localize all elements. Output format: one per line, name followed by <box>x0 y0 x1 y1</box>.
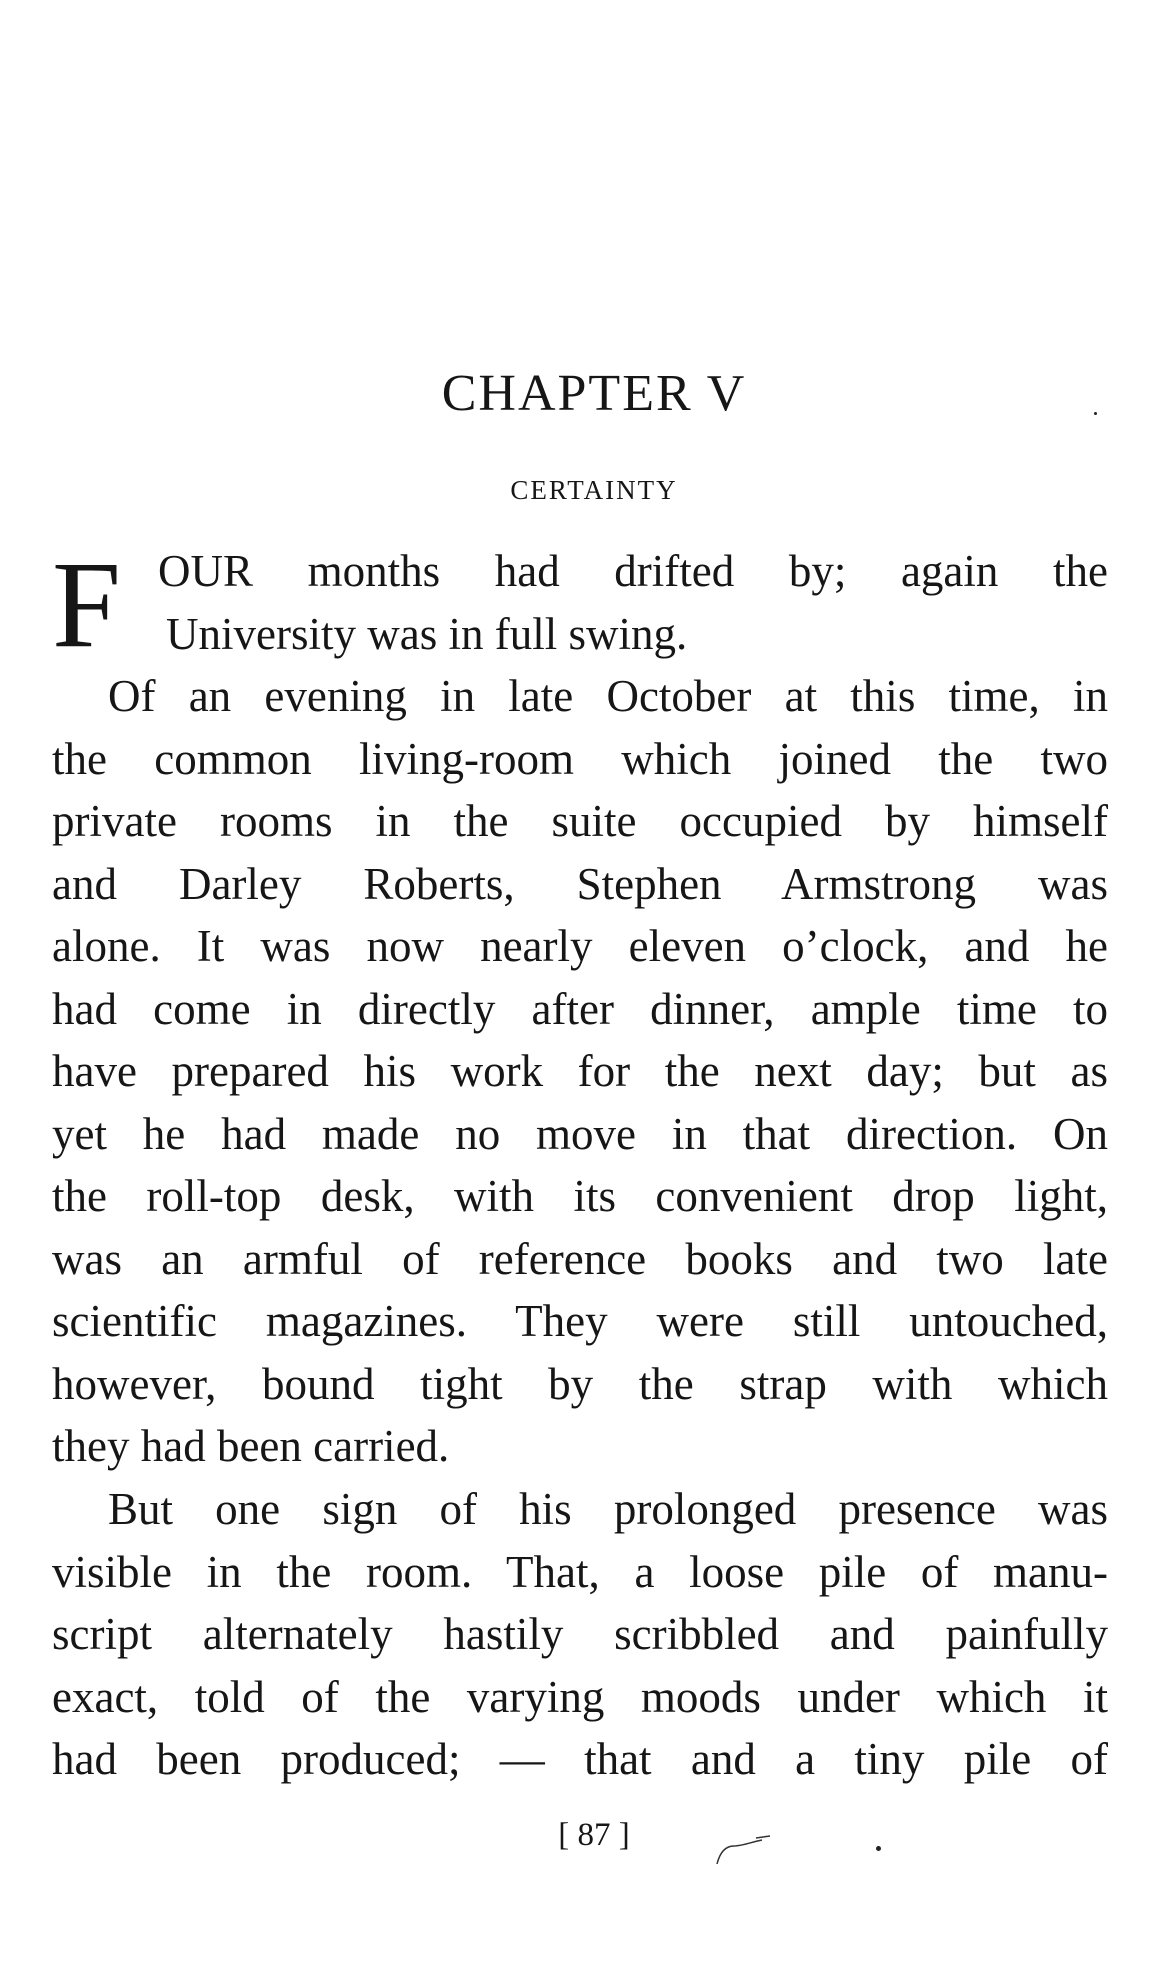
paragraph-line: private rooms in the suite occupied by himself <box>52 796 1108 846</box>
paragraph-line: they had been carried. <box>52 1421 450 1471</box>
chapter-subtitle: CERTAINTY <box>510 475 678 505</box>
paragraph-three <box>52 1478 1108 1791</box>
scan-speck <box>876 1846 881 1851</box>
paragraph-line: was an armful of reference books and two late <box>52 1233 1108 1284</box>
chapter-title: CHAPTER V <box>441 365 747 422</box>
paragraph-line: OUR months had drifted by; again the <box>158 546 1108 596</box>
paragraph-line: scientific magazines. They were still untouched, <box>52 1296 1108 1346</box>
paragraph-line: the common living-room which joined the two <box>52 733 1108 784</box>
paragraph-line: and Darley Roberts, Stephen Armstrong was <box>52 858 1108 909</box>
paragraph-line: alone. It was now nearly eleven o’clock, and he <box>52 921 1108 971</box>
paragraph-line: however, bound tight by the strap with which <box>52 1358 1108 1409</box>
paragraph-line: script alternately hastily scribbled and painfully <box>52 1609 1108 1659</box>
paragraph-opening <box>52 536 1108 673</box>
paragraph-line: visible in the room. That, a loose pile of manu- <box>52 1546 1108 1597</box>
paragraph-line: have prepared his work for the next day; but as <box>52 1046 1108 1096</box>
paragraph-line: exact, told of the varying moods under which it <box>52 1671 1108 1722</box>
paragraph-line: yet he had made no move in that direction. On <box>52 1108 1108 1159</box>
paragraph-line: had been produced; — that and a tiny pile of <box>52 1734 1108 1784</box>
paragraph-line: University was in full swing. <box>166 608 688 659</box>
paragraph-line: But one sign of his prolonged presence was <box>108 1484 1108 1534</box>
drop-cap: F <box>52 536 121 673</box>
paragraph-line: had come in directly after dinner, ample time to <box>52 983 1108 1034</box>
paragraph-two <box>52 665 1108 1478</box>
scan-speck <box>1094 412 1097 415</box>
page-number: [ 87 ] <box>558 1817 630 1853</box>
pencil-mark-icon <box>712 1832 782 1872</box>
paragraph-line: Of an evening in late October at this time, in <box>108 671 1108 721</box>
paragraph-line: the roll-top desk, with its convenient drop light, <box>52 1171 1108 1221</box>
